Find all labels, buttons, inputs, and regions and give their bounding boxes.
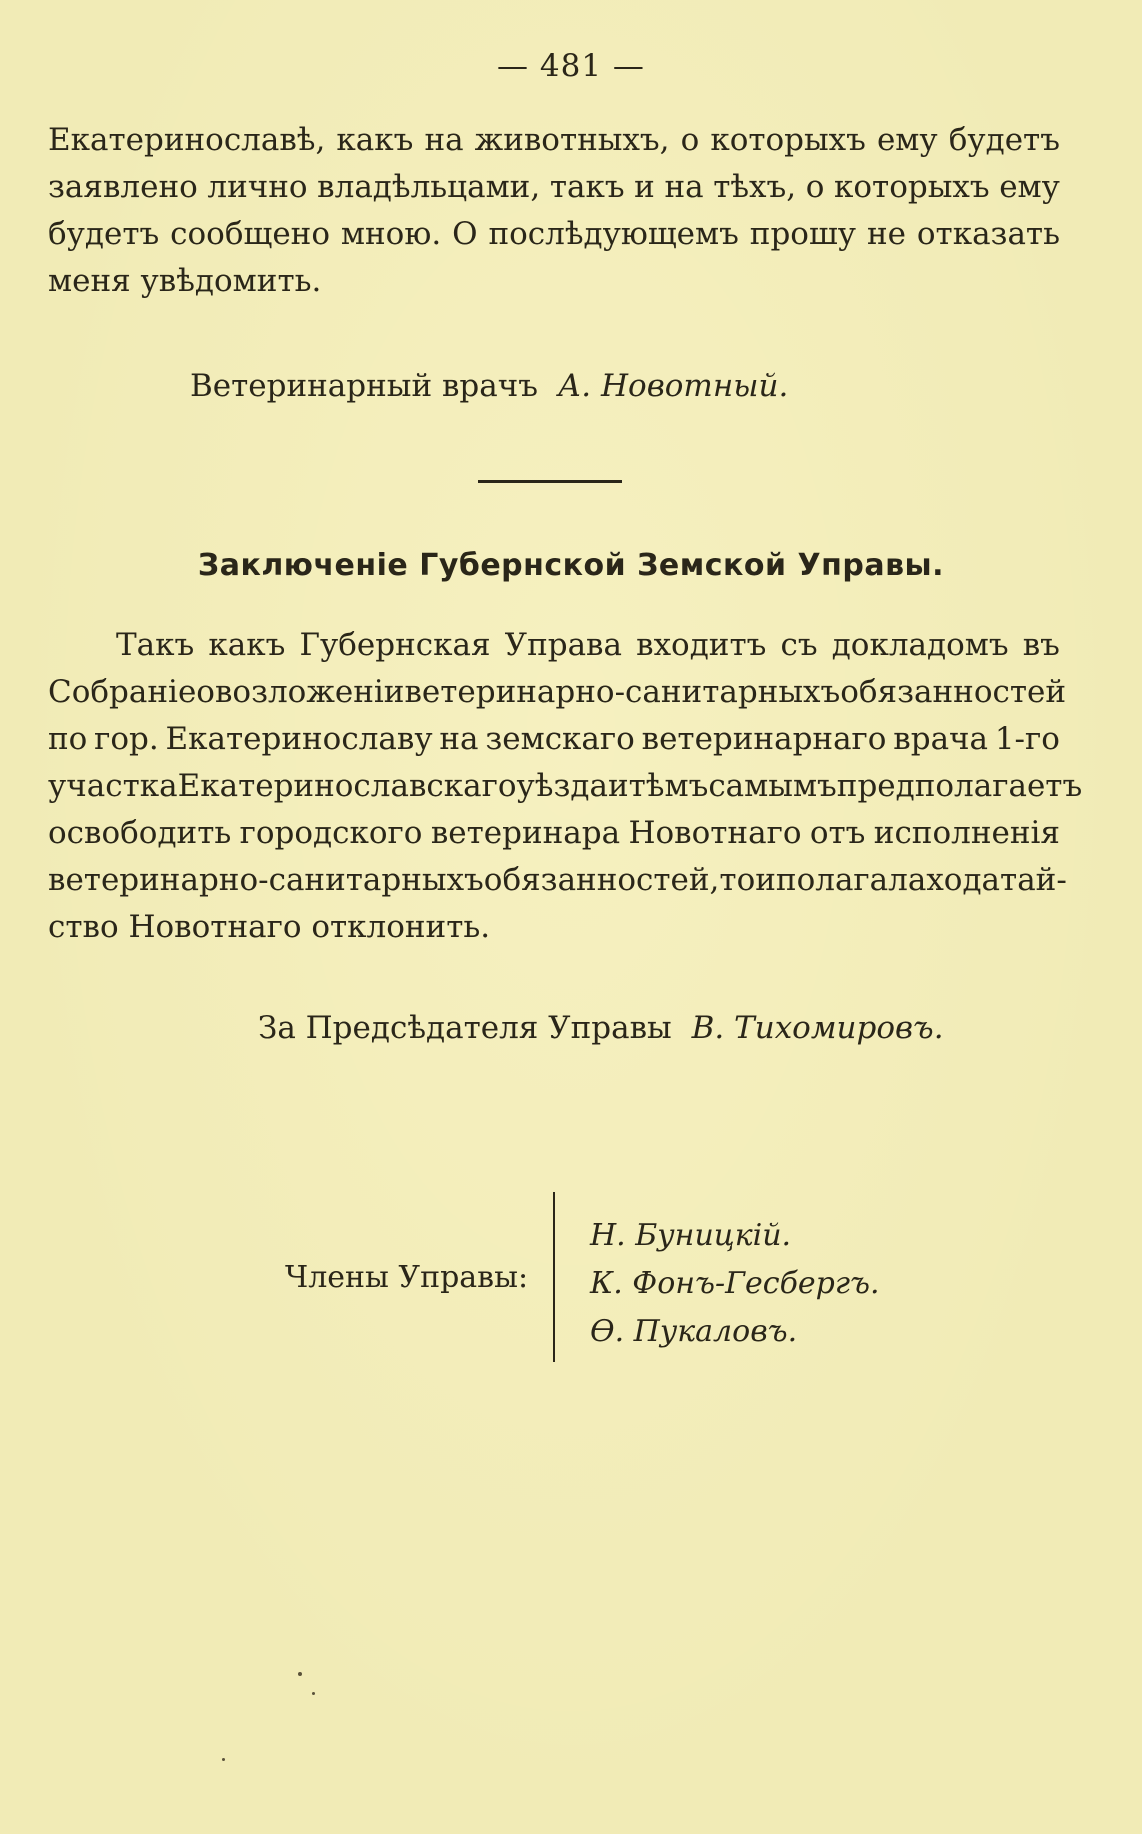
word: Управа bbox=[504, 627, 622, 663]
word: которыхъ bbox=[710, 122, 866, 158]
word: врача bbox=[893, 721, 989, 757]
word: съ bbox=[780, 627, 818, 663]
word: и bbox=[634, 169, 655, 205]
word: послѣдующемъ bbox=[488, 216, 739, 252]
word: заявлено bbox=[48, 169, 198, 205]
word: Губернская bbox=[299, 627, 491, 663]
word: не bbox=[866, 216, 906, 252]
conclusion-line-text: ство Новотнаго отклонить. bbox=[48, 909, 491, 945]
chair-signature bbox=[258, 1010, 944, 1046]
member-name: Н. Буницкій. bbox=[590, 1218, 792, 1253]
word: въ bbox=[1022, 627, 1060, 663]
conclusion-line bbox=[48, 622, 1060, 669]
word: предполагаетъ bbox=[836, 768, 1083, 804]
word: сообщено bbox=[170, 216, 330, 252]
word: о bbox=[680, 122, 700, 158]
word: ветеринарно-санитарныхъ bbox=[404, 674, 841, 710]
word: прошу bbox=[749, 216, 857, 252]
word: Такъ bbox=[116, 627, 195, 663]
page-number: — 481 — bbox=[497, 48, 645, 84]
word: возложеніи bbox=[214, 674, 405, 710]
conclusion-line bbox=[48, 716, 1060, 763]
word: Собраніе bbox=[48, 674, 197, 710]
word: такъ bbox=[549, 169, 625, 205]
word: на bbox=[439, 721, 479, 757]
word: самымъ bbox=[708, 768, 837, 804]
letter-line bbox=[48, 211, 1060, 258]
word: и bbox=[607, 768, 629, 804]
conclusion-paragraph bbox=[48, 622, 1083, 951]
word: по bbox=[48, 721, 88, 757]
word: о bbox=[805, 169, 825, 205]
word: лично bbox=[207, 169, 308, 205]
conclusion-line bbox=[48, 669, 1067, 716]
vet-signature-name: А. Новотный. bbox=[557, 368, 789, 404]
word: будетъ bbox=[48, 216, 160, 252]
word: отказать bbox=[916, 216, 1060, 252]
conclusion-line-text bbox=[48, 810, 1060, 857]
member-name: Ѳ. Пукаловъ. bbox=[590, 1314, 798, 1349]
word: мною. bbox=[340, 216, 442, 252]
word: 1-го bbox=[994, 721, 1060, 757]
letter-line bbox=[48, 258, 1060, 305]
member-name: К. Фонъ-Гесбергъ. bbox=[590, 1266, 880, 1301]
print-speck bbox=[312, 1692, 315, 1695]
word: владѣльцами, bbox=[317, 169, 541, 205]
word: Новотнаго bbox=[628, 815, 802, 851]
conclusion-line bbox=[48, 904, 1060, 951]
word: тѣхъ, bbox=[713, 169, 797, 205]
letter-line-text bbox=[48, 211, 1060, 258]
word: отъ bbox=[809, 815, 866, 851]
word: ходатай- bbox=[926, 862, 1067, 898]
word: животныхъ, bbox=[474, 122, 670, 158]
word: на bbox=[664, 169, 704, 205]
word: тѣмъ bbox=[628, 768, 709, 804]
word: ему bbox=[876, 122, 938, 158]
word: участка bbox=[48, 768, 178, 804]
word: городского bbox=[239, 815, 423, 851]
word: гор. bbox=[94, 721, 159, 757]
word: исполненія bbox=[873, 815, 1060, 851]
word: О bbox=[452, 216, 478, 252]
word: освободить bbox=[48, 815, 232, 851]
members-list bbox=[590, 1212, 880, 1356]
word: какъ bbox=[336, 122, 414, 158]
word: обязанностей, bbox=[483, 862, 720, 898]
word: уѣзда bbox=[516, 768, 608, 804]
letter-paragraph bbox=[48, 117, 1060, 305]
conclusion-line-text bbox=[116, 622, 1060, 669]
conclusion-line bbox=[48, 857, 1067, 904]
letter-line-text bbox=[48, 117, 1060, 164]
word: ветеринара bbox=[430, 815, 621, 851]
word: входитъ bbox=[636, 627, 767, 663]
conclusion-heading: Заключеніе Губернской Земской Управы. bbox=[197, 548, 945, 583]
chair-signature-title: За Предсѣдателя Управы bbox=[258, 1010, 672, 1046]
print-speck bbox=[298, 1672, 302, 1676]
word: которыхъ bbox=[834, 169, 990, 205]
members-bracket bbox=[553, 1192, 559, 1362]
word: ветеринарно-санитарныхъ bbox=[48, 862, 484, 898]
word: ему bbox=[999, 169, 1060, 205]
vet-signature bbox=[190, 368, 788, 404]
word: Екатеринославѣ, bbox=[48, 122, 326, 158]
conclusion-line-text bbox=[48, 669, 1067, 716]
conclusion-line-text bbox=[48, 763, 1083, 810]
word: докладомъ bbox=[831, 627, 1009, 663]
print-speck bbox=[222, 1758, 225, 1761]
word: Екатеринославу bbox=[165, 721, 433, 757]
letter-line-text bbox=[48, 164, 1060, 211]
conclusion-line bbox=[48, 763, 1083, 810]
word: земскаго bbox=[485, 721, 635, 757]
letter-line bbox=[48, 117, 1060, 164]
word: о bbox=[196, 674, 215, 710]
chair-signature-name: В. Тихомировъ. bbox=[691, 1010, 944, 1046]
letter-line bbox=[48, 164, 1060, 211]
members-label: Члены Управы: bbox=[285, 1260, 529, 1295]
word: будетъ bbox=[948, 122, 1060, 158]
vet-signature-title: Ветеринарный врачъ bbox=[190, 368, 538, 404]
conclusion-line bbox=[48, 810, 1060, 857]
word: ветеринарнаго bbox=[641, 721, 887, 757]
conclusion-line-text bbox=[48, 716, 1060, 763]
conclusion-line-text bbox=[48, 857, 1067, 904]
section-divider bbox=[478, 480, 622, 483]
letter-line-text: меня увѣдомить. bbox=[48, 263, 322, 299]
word: какъ bbox=[208, 627, 286, 663]
word: обязанностей bbox=[840, 674, 1067, 710]
show-through-texture bbox=[40, 250, 1102, 1750]
word: Екатеринославскаго bbox=[177, 768, 517, 804]
word: на bbox=[424, 122, 464, 158]
word: и bbox=[755, 862, 776, 898]
word: то bbox=[719, 862, 756, 898]
word: полагала bbox=[775, 862, 927, 898]
